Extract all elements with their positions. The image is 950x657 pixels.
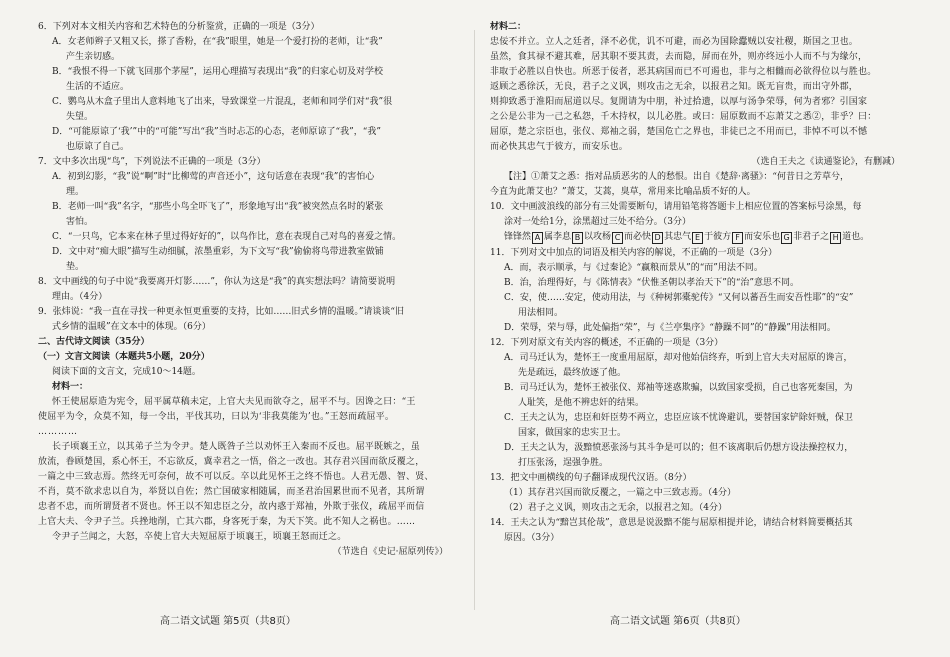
right-page-line: C．安，使……安定，使动用法，与《种树郭橐驼传》“又何以蕃吾生而安吾性耶”的“安” [504,293,854,303]
right-page-line: 涂对一处给1分，涂黑超过三处不给分。（3分） [504,217,691,227]
left-page-line: 理由。（4分） [52,292,108,302]
right-page-line: （2）君子之义讽，则攻击之无余，以报君之知。（4分） [504,503,727,513]
left-page-line: 放流，眷顾楚国，系心怀王，不忘欲反，冀幸君之一悟，俗之一改也。其存君兴国而欲反覆之， [38,457,425,467]
chain-segment: 道也。 [842,232,870,242]
chain-segment: 而安乐也 [744,232,781,242]
right-page-line: 人耻笑，是他不辨忠奸的结果。 [518,398,645,408]
answer-box[interactable]: H [830,232,841,244]
answer-box[interactable]: C [612,232,623,244]
left-page-line: 令尹子兰闻之，大怒，卒使上官大夫短屈原于顷襄王，顷襄王怒而迁之。 [52,532,347,542]
left-page-line: （节选自《史记·屈原列传》） [332,547,448,557]
left-page-line: B．老师一叫“我”名字，“那些小鸟全吓飞了”，形象地写出“我”被突然点名时的紧张 [52,202,384,212]
left-page-line: 阅读下面的文言文，完成10～14题。 [52,367,201,377]
left-page-line: ………… [38,427,78,437]
left-page-line: 材料一： [52,382,89,392]
right-page-line: 13．把文中画横线的句子翻译成现代汉语。（8分） [490,473,692,483]
right-page-line: 忠佞不并立。立人之廷者，泽不必优，讥不可避，而必为国除蠹贼以安社稷，斯国之卫也。 [490,37,859,47]
left-page-line: 也原谅了自己。 [66,142,130,152]
left-page-line: 长子顷襄王立，以其弟子兰为令尹。楚人既咎子兰以劝怀王入秦而不反也。屈平既嫉之，虽 [52,442,421,452]
right-page-line: D．荣辱，荣与辱，此处偏指“荣”，与《兰亭集序》“静躁不同”的“静躁”用法相同。 [504,323,836,333]
right-page-line: 打压张汤，逞强争胜。 [518,458,609,468]
right-page-line: A．而，表示顺承，与《过秦论》“赢粮而景从”的“而”用法不同。 [504,263,763,273]
left-page-footer: 高二语文试题 第5页（共8页） [160,616,296,627]
left-page-line: 8．文中画线的句子中说“我要离开灯影……”，你认为这是“我”的真实想法吗？请简要说明 [38,277,396,287]
left-page-line: 垫。 [66,262,85,272]
left-page-line: 不肖，莫不欲求忠以自为，举贤以自佐；然亡国破家相随属，而圣君治国累世而不见者，其所谓 [38,487,425,497]
left-page-line: 失望。 [66,112,94,122]
right-page-line: 原因。（3分） [504,533,560,543]
left-page-line: A．女老师辫子又粗又长，搽了香粉，在“我”眼里，她是一个爱打扮的老师，让“我” [52,37,383,47]
left-page-line: 9．张炜说：“我一直在寻找一种更永恒更重要的支持，比如……旧式乡情的温暖。”请谈谈“旧 [38,307,405,317]
chain-segment: 于彼方 [704,232,732,242]
right-page-line: B．治，治理得好，与《陈情表》“伏惟圣朝以孝治天下”的“治”意思不同。 [504,278,800,288]
answer-box[interactable]: A [532,232,543,244]
punctuation-chain [490,230,910,246]
right-page-line: 今直为此萧艾也？”萧艾，艾蒿，臭草，常用来比喻品质不好的人。 [490,187,756,197]
left-page [38,20,458,610]
right-page-line: B．司马迁认为，楚怀王被张仪、郑袖等迷惑欺骗，以致国家受损，自己也客死秦国，为 [504,383,853,393]
right-page-line: 11．下列对文中加点的词语及相关内容的解说，不正确的一项是（3分） [490,248,778,258]
right-page-line: D．王夫之认为，汲黯愤恶张汤与其斗争是可以的；但不该离职后仍想方设法操控权力， [504,443,854,453]
chain-segment: 锋锋然 [504,232,532,242]
answer-box[interactable]: E [692,232,703,244]
chain-segment: 属李息 [544,232,572,242]
right-page-line: 国家，做国家的忠实卫士。 [518,428,627,438]
chain-segment: 而必快 [624,232,652,242]
chain-segment: 其忠气 [664,232,692,242]
right-page-line: 而必快其忠气于彼方，而安乐也。 [490,142,629,152]
right-page-line: 非取于必胜以自快也。所恶于佞者，恶其病国而已不可遏也，非与之相雠而必欲得位以与胜也。 [490,67,877,77]
answer-box[interactable]: B [572,232,583,244]
chain-segment: 以攻杨 [584,232,612,242]
right-page-line: 12．下列对原文有关内容的概述，不正确的一项是（3分） [490,338,724,348]
left-page-line: B．“我恨不得一下就飞回那个茅屋”，运用心理描写表现出“我”的归家心切及对学校 [52,67,384,77]
left-page-line: 害怕。 [66,217,94,227]
left-page-line: D．文中对“痴大眼”描写生动细腻，浓墨重彩，为下文写“我”偷偷将鸟带进教室做铺 [52,247,384,257]
answer-box[interactable]: G [781,232,792,244]
right-page-line: 材料二： [490,22,527,32]
right-page-line: （选自王夫之《读通鉴论》，有删减） [751,157,900,167]
left-page-line: （一）文言文阅读（本题共5小题，20分） [38,352,210,362]
left-page-line: 生活的不适应。 [66,82,130,92]
left-page-line: 二、古代诗文阅读（35分） [38,337,150,347]
right-page-line: 先是疏远，最终放逐了他。 [518,368,627,378]
left-page-line: D．“可能原谅了‘我’”中的“可能”写出“我”当时忐忑的心态，老师原谅了“我”，“我” [52,127,381,137]
page-divider [474,30,475,610]
left-page-line: 使屈平为令，众莫不知，每一令出，平伐其功，曰以为‘非我莫能为’也。”王怒而疏屈平。 [38,412,395,422]
left-page-line: 理。 [66,187,85,197]
left-page-line: 忠者不忠，而所谓贤者不贤也。怀王以不知忠臣之分，故内惑于郑袖，外欺于张仪，疏屈平而信 [38,502,425,512]
answer-box[interactable]: F [732,232,743,244]
right-page-line: 屈原，楚之宗臣也，张仪、郑袖之弱，楚国危亡之界也，非徒已之不用而已，非悼不可以不憾 [490,127,868,137]
chain-segment: 非君子之 [793,232,830,242]
right-page [490,20,910,610]
right-page-line: 虽然，食其禄不避其难，居其职不要其责，去而隐，屏而在外，则亦终远小人而不与为缘尔， [490,52,868,62]
left-page-line: 上官大夫、令尹子兰。兵挫地削，亡其六郡，身客死于秦，为天下笑。此不知人之祸也。…… [38,517,416,527]
right-page-line: （1）其存君兴国而欲反覆之，一篇之中三致志焉。（4分） [504,488,736,498]
right-page-line: 则抑致悉于淮阳而屈道以尽。复閒请为中朋，补过拾遗，以厚与汤争荣辱，何为者邪？引国家 [490,97,868,107]
left-page-line: 式乡情的温暖”在文本中的体现。（6分） [52,322,211,332]
right-page-footer: 高二语文试题 第6页（共8页） [610,616,746,627]
right-page-line: 【注】①萧艾之悉：指对品质恶劣的人的愁恨。出自《楚辞·离骚》：“何昔日之芳草兮， [504,172,849,182]
left-page-line: 产生亲切感。 [66,52,121,62]
right-page-line: A．司马迁认为，楚怀王一度重用屈原，却对他始信终弃，听到上官大夫对屈原的谗言， [504,353,853,363]
answer-box[interactable]: D [652,232,663,244]
right-page-line: 之公是公非为一己之私怨，千木持权，以儿必胜。或曰：屈原数而不忘萧艾之悉②，非乎？曰： [490,112,877,122]
left-page-line: 7．文中多次出现“鸟”，下列说法不正确的一项是（3分） [38,157,266,167]
left-page-line: A．初到幻影，“我”说“啊”时“比柳莺的声音还小”，这句话意在表现“我”的害怕心 [52,172,375,182]
left-page-line: 6．下列对本文相关内容和艺术特色的分析鉴赏，正确的一项是（3分） [38,22,320,32]
left-page-line: C．“一只鸟，它本来在林子里过得好好的”，以鸟作比，意在表现自己对鸟的喜爱之情。 [52,232,402,242]
left-page-line: 一篇之中三致志焉。然终无可奈何，故不可以反。卒以此见怀王之终不悟也。人君无愚、智、贤、 [38,472,434,482]
right-page-line: C．王夫之认为，忠臣和奸臣势不两立，忠臣应该不忧谗避讥，要替国家铲除奸贼，保卫 [504,413,853,423]
right-page-line: 返顾之悉徐沃，无良，君子之义讽，则攻击之无余，以报君之知。既无盲贵，而出守外郡， [490,82,859,92]
left-page-line: 怀王使屈原造为宪令，屈平属草稿未定，上官大夫见而欲夺之，屈平不与。因谗之曰：“王 [52,397,416,407]
left-page-line: C．鹦鸟从木盒子里出人意料地飞了出来，导致课堂一片混乱，老师和同学们对“我”很 [52,97,393,107]
right-page-line: 14．王夫之认为“黯岂其伦哉”，意思是说汲黯不能与屈原相提并论，请结合材料简要概括其 [490,518,853,528]
right-page-line: 10．文中画波浪线的部分有三处需要断句，请用铅笔将答题卡上相应位置的答案标号涂黑，每 [490,202,862,212]
right-page-line: 用法相同。 [518,308,564,318]
